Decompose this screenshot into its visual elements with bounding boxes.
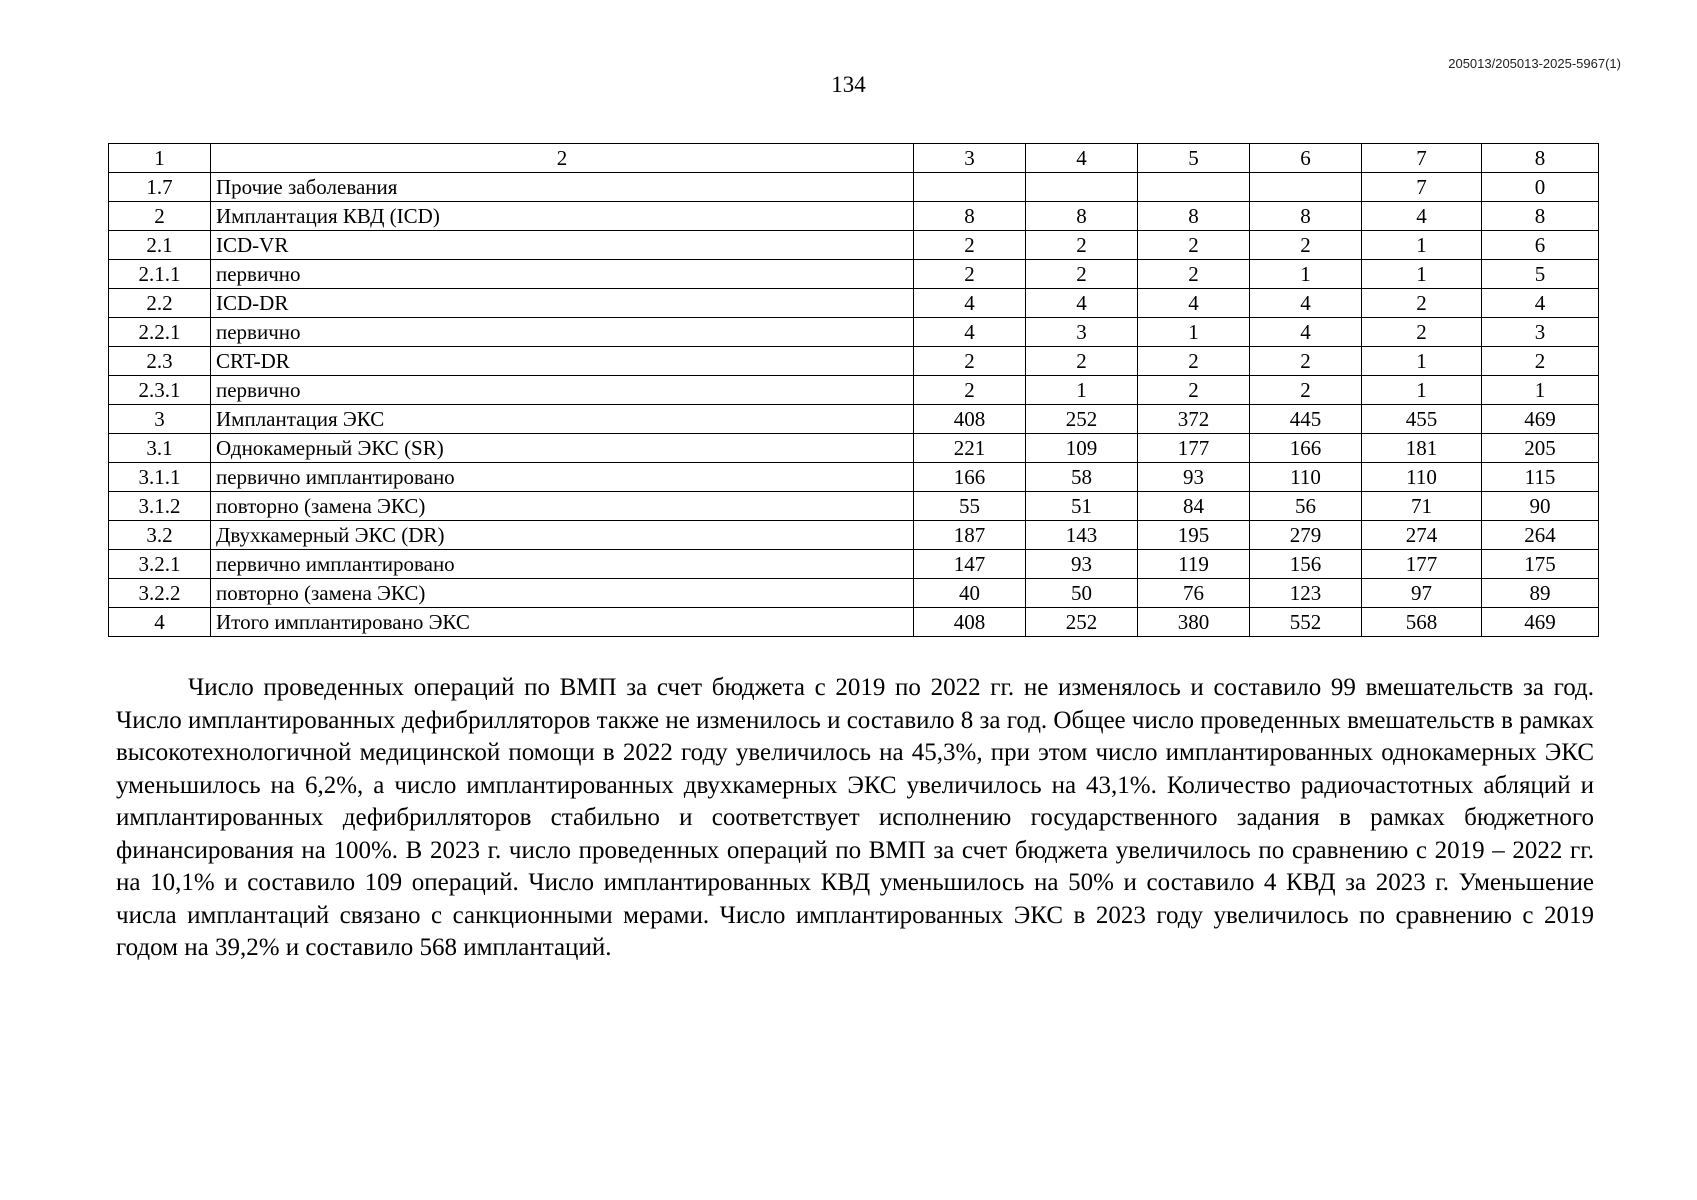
table-row xyxy=(109,376,1599,405)
value-cell: 4 xyxy=(1482,289,1599,318)
row-number: 3.2 xyxy=(109,521,211,550)
value-cell: 252 xyxy=(1026,405,1138,434)
table-row xyxy=(109,260,1599,289)
value-cell: 40 xyxy=(914,579,1026,608)
table-header-row xyxy=(109,144,1599,173)
row-name: повторно (замена ЭКС) xyxy=(211,492,914,521)
row-number: 2.3 xyxy=(109,347,211,376)
value-cell: 110 xyxy=(1362,463,1482,492)
value-cell: 3 xyxy=(1482,318,1599,347)
value-cell: 71 xyxy=(1362,492,1482,521)
row-number: 3.1 xyxy=(109,434,211,463)
value-cell: 2 xyxy=(914,347,1026,376)
value-cell: 568 xyxy=(1362,608,1482,637)
value-cell: 123 xyxy=(1250,579,1362,608)
value-cell: 50 xyxy=(1026,579,1138,608)
header-cell: 4 xyxy=(1026,144,1138,173)
row-number: 3.1.1 xyxy=(109,463,211,492)
header-cell: 1 xyxy=(109,144,211,173)
value-cell: 2 xyxy=(914,231,1026,260)
value-cell: 279 xyxy=(1250,521,1362,550)
table-row xyxy=(109,492,1599,521)
value-cell: 2 xyxy=(1026,347,1138,376)
header-cell: 8 xyxy=(1482,144,1599,173)
value-cell: 469 xyxy=(1482,405,1599,434)
value-cell: 2 xyxy=(1250,376,1362,405)
value-cell: 90 xyxy=(1482,492,1599,521)
value-cell: 4 xyxy=(1138,289,1250,318)
value-cell: 372 xyxy=(1138,405,1250,434)
value-cell: 115 xyxy=(1482,463,1599,492)
value-cell: 93 xyxy=(1138,463,1250,492)
row-name: Имплантация КВД (ICD) xyxy=(211,202,914,231)
value-cell xyxy=(914,173,1026,202)
value-cell: 469 xyxy=(1482,608,1599,637)
table-row xyxy=(109,318,1599,347)
value-cell: 4 xyxy=(914,318,1026,347)
row-number: 3.2.1 xyxy=(109,550,211,579)
value-cell: 5 xyxy=(1482,260,1599,289)
row-name: Прочие заболевания xyxy=(211,173,914,202)
value-cell: 445 xyxy=(1250,405,1362,434)
header-cell: 7 xyxy=(1362,144,1482,173)
value-cell: 51 xyxy=(1026,492,1138,521)
value-cell: 4 xyxy=(1026,289,1138,318)
value-cell: 2 xyxy=(1026,260,1138,289)
value-cell: 89 xyxy=(1482,579,1599,608)
page-number: 134 xyxy=(831,72,866,97)
value-cell: 110 xyxy=(1250,463,1362,492)
value-cell: 380 xyxy=(1138,608,1250,637)
row-name: Двухкамерный ЭКС (DR) xyxy=(211,521,914,550)
value-cell: 56 xyxy=(1250,492,1362,521)
value-cell: 2 xyxy=(1250,231,1362,260)
row-number: 4 xyxy=(109,608,211,637)
row-name: Однокамерный ЭКС (SR) xyxy=(211,434,914,463)
value-cell: 2 xyxy=(1362,289,1482,318)
row-name: первично xyxy=(211,376,914,405)
value-cell: 147 xyxy=(914,550,1026,579)
table-row xyxy=(109,347,1599,376)
row-number: 3.1.2 xyxy=(109,492,211,521)
value-cell: 8 xyxy=(914,202,1026,231)
value-cell: 4 xyxy=(1250,289,1362,318)
value-cell: 552 xyxy=(1250,608,1362,637)
table-row xyxy=(109,608,1599,637)
value-cell: 4 xyxy=(1362,202,1482,231)
value-cell: 2 xyxy=(1026,231,1138,260)
value-cell: 177 xyxy=(1362,550,1482,579)
value-cell: 109 xyxy=(1026,434,1138,463)
row-number: 2.2 xyxy=(109,289,211,318)
table-row xyxy=(109,202,1599,231)
value-cell: 3 xyxy=(1026,318,1138,347)
data-table xyxy=(108,143,1599,637)
row-name: первично имплантировано xyxy=(211,550,914,579)
value-cell: 8 xyxy=(1250,202,1362,231)
value-cell: 408 xyxy=(914,608,1026,637)
table-row xyxy=(109,173,1599,202)
table-row xyxy=(109,463,1599,492)
value-cell: 455 xyxy=(1362,405,1482,434)
row-name: Имплантация ЭКС xyxy=(211,405,914,434)
row-name: Итого имплантировано ЭКС xyxy=(211,608,914,637)
value-cell: 58 xyxy=(1026,463,1138,492)
value-cell: 2 xyxy=(1362,318,1482,347)
value-cell: 2 xyxy=(1138,376,1250,405)
table-row xyxy=(109,550,1599,579)
value-cell: 8 xyxy=(1482,202,1599,231)
value-cell: 177 xyxy=(1138,434,1250,463)
row-number: 3 xyxy=(109,405,211,434)
value-cell: 2 xyxy=(914,376,1026,405)
value-cell: 166 xyxy=(914,463,1026,492)
table-body xyxy=(109,144,1599,637)
value-cell: 1 xyxy=(1362,376,1482,405)
value-cell: 1 xyxy=(1362,347,1482,376)
value-cell: 195 xyxy=(1138,521,1250,550)
value-cell: 93 xyxy=(1026,550,1138,579)
table-row xyxy=(109,521,1599,550)
body-paragraph: Число проведенных операций по ВМП за счет бюджета с 2019 по 2022 гг. не изменялось и составило 99 вмешательств за год. Число имплантированных дефибрилляторов также не изменилось и составило 8 за год. Общее число проведенных вмешательств в рамках высокотехнологичной медицинской помощи в 2022 году увеличилось на 45,3%, при этом число имплантированных однокамерных ЭКС уменьшилось на 6,2%, а число имплантированных двухкамерных ЭКС увеличилось на 43,1%. Количество радиочастотных абляций и имплантированных дефибрилляторов стабильно и соответствует исполнению государственного задания в рамках бюджетного финансирования на 100%. В 2023 г. число проведенных операций по ВМП за счет бюджета увеличилось по сравнению с 2019 – 2022 гг. на 10,1% и составило 109 операций. Число имплантированных КВД уменьшилось на 50% и составило 4 КВД за 2023 г. Уменьшение числа имплантаций связано с санкционными мерами. Число имплантированных ЭКС в 2023 году увеличилось по сравнению с 2019 годом на 39,2% и составило 568 имплантаций. xyxy=(116,674,1594,961)
header-cell: 5 xyxy=(1138,144,1250,173)
table-row xyxy=(109,579,1599,608)
row-name: CRT-DR xyxy=(211,347,914,376)
value-cell: 2 xyxy=(1138,231,1250,260)
row-name: первично xyxy=(211,260,914,289)
row-name: первично xyxy=(211,318,914,347)
row-number: 2 xyxy=(109,202,211,231)
header-cell: 3 xyxy=(914,144,1026,173)
value-cell: 2 xyxy=(1250,347,1362,376)
value-cell: 2 xyxy=(1138,347,1250,376)
value-cell: 8 xyxy=(1138,202,1250,231)
table-row xyxy=(109,434,1599,463)
row-number: 3.2.2 xyxy=(109,579,211,608)
value-cell: 55 xyxy=(914,492,1026,521)
value-cell: 156 xyxy=(1250,550,1362,579)
value-cell: 119 xyxy=(1138,550,1250,579)
value-cell: 252 xyxy=(1026,608,1138,637)
row-name: повторно (замена ЭКС) xyxy=(211,579,914,608)
table-row xyxy=(109,405,1599,434)
row-name: ICD-DR xyxy=(211,289,914,318)
value-cell: 181 xyxy=(1362,434,1482,463)
value-cell: 1 xyxy=(1362,231,1482,260)
table-row xyxy=(109,289,1599,318)
value-cell: 1 xyxy=(1026,376,1138,405)
value-cell: 274 xyxy=(1362,521,1482,550)
row-number: 2.1 xyxy=(109,231,211,260)
value-cell xyxy=(1026,173,1138,202)
value-cell: 1 xyxy=(1362,260,1482,289)
value-cell: 6 xyxy=(1482,231,1599,260)
row-number: 2.3.1 xyxy=(109,376,211,405)
value-cell: 76 xyxy=(1138,579,1250,608)
header-cell: 6 xyxy=(1250,144,1362,173)
value-cell: 221 xyxy=(914,434,1026,463)
value-cell: 8 xyxy=(1026,202,1138,231)
value-cell: 97 xyxy=(1362,579,1482,608)
value-cell: 2 xyxy=(914,260,1026,289)
value-cell: 1 xyxy=(1138,318,1250,347)
value-cell: 408 xyxy=(914,405,1026,434)
value-cell xyxy=(1138,173,1250,202)
header-cell: 2 xyxy=(211,144,914,173)
row-number: 2.2.1 xyxy=(109,318,211,347)
value-cell: 2 xyxy=(1138,260,1250,289)
value-cell: 205 xyxy=(1482,434,1599,463)
value-cell: 84 xyxy=(1138,492,1250,521)
value-cell: 7 xyxy=(1362,173,1482,202)
value-cell: 264 xyxy=(1482,521,1599,550)
value-cell: 4 xyxy=(1250,318,1362,347)
row-name: ICD-VR xyxy=(211,231,914,260)
document-id: 205013/205013-2025-5967(1) xyxy=(1448,56,1621,71)
value-cell: 1 xyxy=(1482,376,1599,405)
value-cell: 187 xyxy=(914,521,1026,550)
value-cell: 1 xyxy=(1250,260,1362,289)
value-cell: 166 xyxy=(1250,434,1362,463)
value-cell: 2 xyxy=(1482,347,1599,376)
value-cell: 0 xyxy=(1482,173,1599,202)
value-cell xyxy=(1250,173,1362,202)
table-row xyxy=(109,231,1599,260)
row-name: первично имплантировано xyxy=(211,463,914,492)
row-number: 1.7 xyxy=(109,173,211,202)
value-cell: 143 xyxy=(1026,521,1138,550)
value-cell: 175 xyxy=(1482,550,1599,579)
value-cell: 4 xyxy=(914,289,1026,318)
row-number: 2.1.1 xyxy=(109,260,211,289)
